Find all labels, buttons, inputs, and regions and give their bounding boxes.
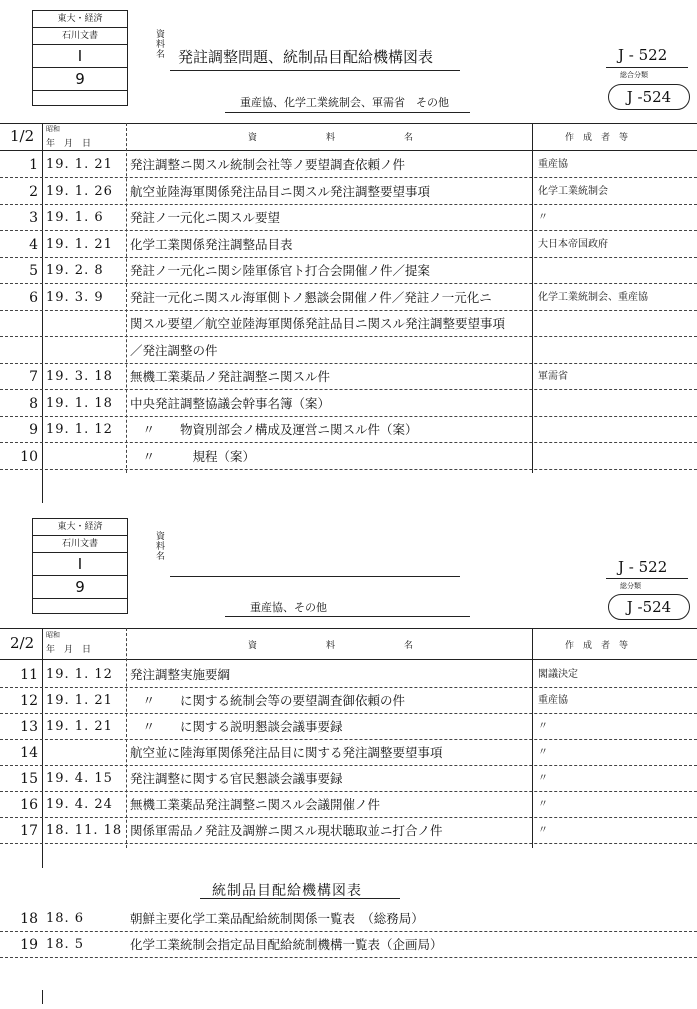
row-author: 〃: [538, 773, 548, 784]
header-date: 年 月 日: [46, 139, 92, 149]
row-author: 大日本帝国政府: [538, 238, 608, 250]
row-title: 化学工業統制会指定品目配給統制機構一覧表（企画局）: [130, 937, 443, 952]
doc-subtitle-2: 重産協、その他: [250, 601, 327, 614]
doc-label-2: 資料名: [156, 532, 166, 562]
header2-date: 年 月 日: [46, 645, 92, 655]
stamp-box1: I: [33, 45, 127, 68]
row-date: 18. 11. 18: [46, 823, 123, 838]
row-number: 14: [20, 745, 38, 761]
row-title: 〃 に関する説明懇談会議事要録: [130, 719, 343, 734]
table-row: [0, 417, 697, 443]
doc-title: 発註調整問題、統制品目配給機構図表: [178, 48, 434, 66]
row-author: 〃: [538, 721, 548, 732]
archive-stamp: [32, 10, 128, 106]
table-row: [0, 311, 697, 337]
table-row: [0, 179, 697, 205]
table-row: [0, 364, 697, 390]
row-number: 2: [29, 183, 38, 200]
row-number: 13: [20, 719, 38, 735]
row-number: 15: [20, 771, 38, 787]
table-row: [0, 391, 697, 417]
row-title: 発註一元化ニ関スル海軍側トノ懇談会開催ノ件／発註ノ一元化ニ: [130, 289, 492, 305]
row-title: 航空並に陸海軍関係発注品目に関する発注調整要望事項: [130, 745, 443, 760]
row-title: 無機工業薬品ノ発註調整ニ関スル件: [130, 369, 331, 384]
row-number: 18: [20, 911, 38, 927]
table-row: [0, 285, 697, 311]
table-row: [0, 740, 697, 766]
table-row: [0, 688, 697, 714]
row-number: 11: [20, 667, 38, 683]
table-row: [0, 258, 697, 284]
stamp2-box2: 9: [33, 576, 127, 599]
doc-code: J - 522: [618, 46, 668, 64]
row-number: 16: [20, 797, 38, 813]
row-title: 中央発註調整協議会幹事名簿（案）: [130, 395, 331, 411]
doc-code-sub-2: 総分類: [620, 582, 641, 590]
table-row: [0, 932, 697, 958]
row-number: 5: [29, 263, 38, 279]
row-date: 19. 1. 21: [46, 157, 113, 172]
doc-code-circle-2: J -524: [608, 594, 690, 620]
header2-era: 昭和: [46, 631, 60, 639]
table-row: [0, 906, 697, 932]
doc-code-sub: 総合分類: [620, 71, 648, 79]
header2-name: 資 料 名: [248, 641, 444, 651]
row-title: 〃 規程（案）: [130, 448, 256, 464]
row-date: 19. 1. 6: [46, 210, 104, 225]
stamp-line2: 石川文書: [33, 28, 127, 45]
doc-code-circle: J -524: [608, 84, 690, 110]
header-era: 昭和: [46, 125, 60, 133]
row-title: ／発注調整の件: [130, 342, 218, 358]
row-title: 発註ノ一元化ニ関シ陸軍係官ト打合会開催ノ件／提案: [130, 263, 431, 278]
row-title: 発注調整に関する官民懇談会議事要録: [130, 771, 343, 786]
subsection-title: 統制品目配給機構図表: [212, 883, 362, 899]
row-title: 朝鮮主要化学工業品配給統制関係一覧表 （総務局）: [130, 911, 424, 926]
row-author: 軍需省: [538, 371, 568, 382]
table-row: [0, 338, 697, 364]
row-number: 3: [29, 210, 38, 226]
row-date: 19. 4. 24: [46, 797, 113, 812]
row-date: 19. 2. 8: [46, 263, 104, 278]
row-author: 重産協: [538, 159, 568, 170]
table-row: [0, 818, 697, 844]
row-date: 19. 1. 18: [46, 395, 113, 411]
table-row: [0, 232, 697, 258]
row-title: 関係軍需品ノ発註及調辦ニ関スル現状聴取並ニ打合ノ件: [130, 823, 443, 838]
archive-stamp-2: [32, 518, 128, 614]
row-number: 19: [20, 937, 38, 953]
row-date: 19. 4. 15: [46, 771, 113, 786]
row-title: 発注調整実施要綱: [130, 667, 231, 682]
header-author: 作 成 者 等: [565, 133, 629, 143]
row-title: 〃 に関する統制会等の要望調査御依頼の件: [130, 693, 406, 708]
row-date: 19. 3. 18: [46, 369, 113, 384]
doc-code-2: J - 522: [618, 558, 668, 576]
row-title: 〃 物資別部会ノ構成及運営ニ関スル件（案）: [130, 422, 418, 437]
row-author: 〃: [538, 825, 548, 836]
row-title: 発註ノ一元化ニ関スル要望: [130, 210, 281, 225]
table-row: [0, 662, 697, 688]
row-number: 6: [29, 289, 38, 306]
stamp2-line2: 石川文書: [33, 536, 127, 553]
page-indicator: 1/2: [10, 127, 35, 145]
row-title: 化学工業関係発注調整品目表: [130, 236, 293, 252]
stamp-line1: 東大・経済: [33, 11, 127, 28]
row-author: 〃: [538, 212, 548, 223]
doc-subtitle: 重産協、化学工業統制会、軍需省 その他: [240, 96, 449, 109]
row-author: 閣議決定: [538, 669, 578, 680]
row-number: 1: [29, 157, 38, 173]
stamp-box2: 9: [33, 68, 127, 91]
row-date: 19. 3. 9: [46, 289, 104, 305]
row-number: 10: [20, 448, 38, 465]
row-number: 9: [29, 422, 38, 438]
stamp2-line1: 東大・経済: [33, 519, 127, 536]
row-title: 関スル要望／航空並陸海軍関係発註品目ニ関スル発注調整要望事項: [130, 316, 506, 331]
row-date: 19. 1. 21: [46, 236, 113, 252]
row-number: 8: [29, 395, 38, 412]
row-author: 〃: [538, 799, 548, 810]
table-row: [0, 714, 697, 740]
doc-label: 資料名: [156, 30, 166, 60]
row-author: 〃: [538, 747, 548, 758]
row-date: 18. 6: [46, 911, 85, 926]
header-name: 資 料 名: [248, 133, 444, 143]
stamp2-box1: I: [33, 553, 127, 576]
row-number: 17: [20, 823, 38, 839]
row-title: 航空並陸海軍関係発注品目ニ関スル発注調整要望事項: [130, 183, 431, 199]
table-row: [0, 792, 697, 818]
row-title: 発注調整ニ関スル統制会社等ノ要望調査依頼ノ件: [130, 157, 406, 172]
row-number: 7: [29, 369, 38, 385]
table-row: [0, 444, 697, 470]
row-date: 19. 1. 12: [46, 422, 113, 437]
row-date: 19. 1. 12: [46, 667, 113, 682]
row-date: 19. 1. 26: [46, 183, 113, 199]
row-number: 12: [20, 693, 38, 709]
row-number: 4: [29, 236, 38, 253]
table-row: [0, 766, 697, 792]
header2-author: 作 成 者 等: [565, 641, 629, 651]
page-indicator-2: 2/2: [10, 634, 35, 652]
row-date: 19. 1. 21: [46, 693, 113, 708]
row-author: 化学工業統制会: [538, 185, 608, 197]
table-row: [0, 205, 697, 231]
table-row: [0, 152, 697, 178]
row-date: 18. 5: [46, 937, 85, 952]
row-title: 無機工業薬品発注調整ニ関スル会議開催ノ件: [130, 797, 381, 812]
row-author: 重産協: [538, 695, 568, 706]
row-author: 化学工業統制会、重産協: [538, 291, 648, 303]
row-date: 19. 1. 21: [46, 719, 113, 734]
